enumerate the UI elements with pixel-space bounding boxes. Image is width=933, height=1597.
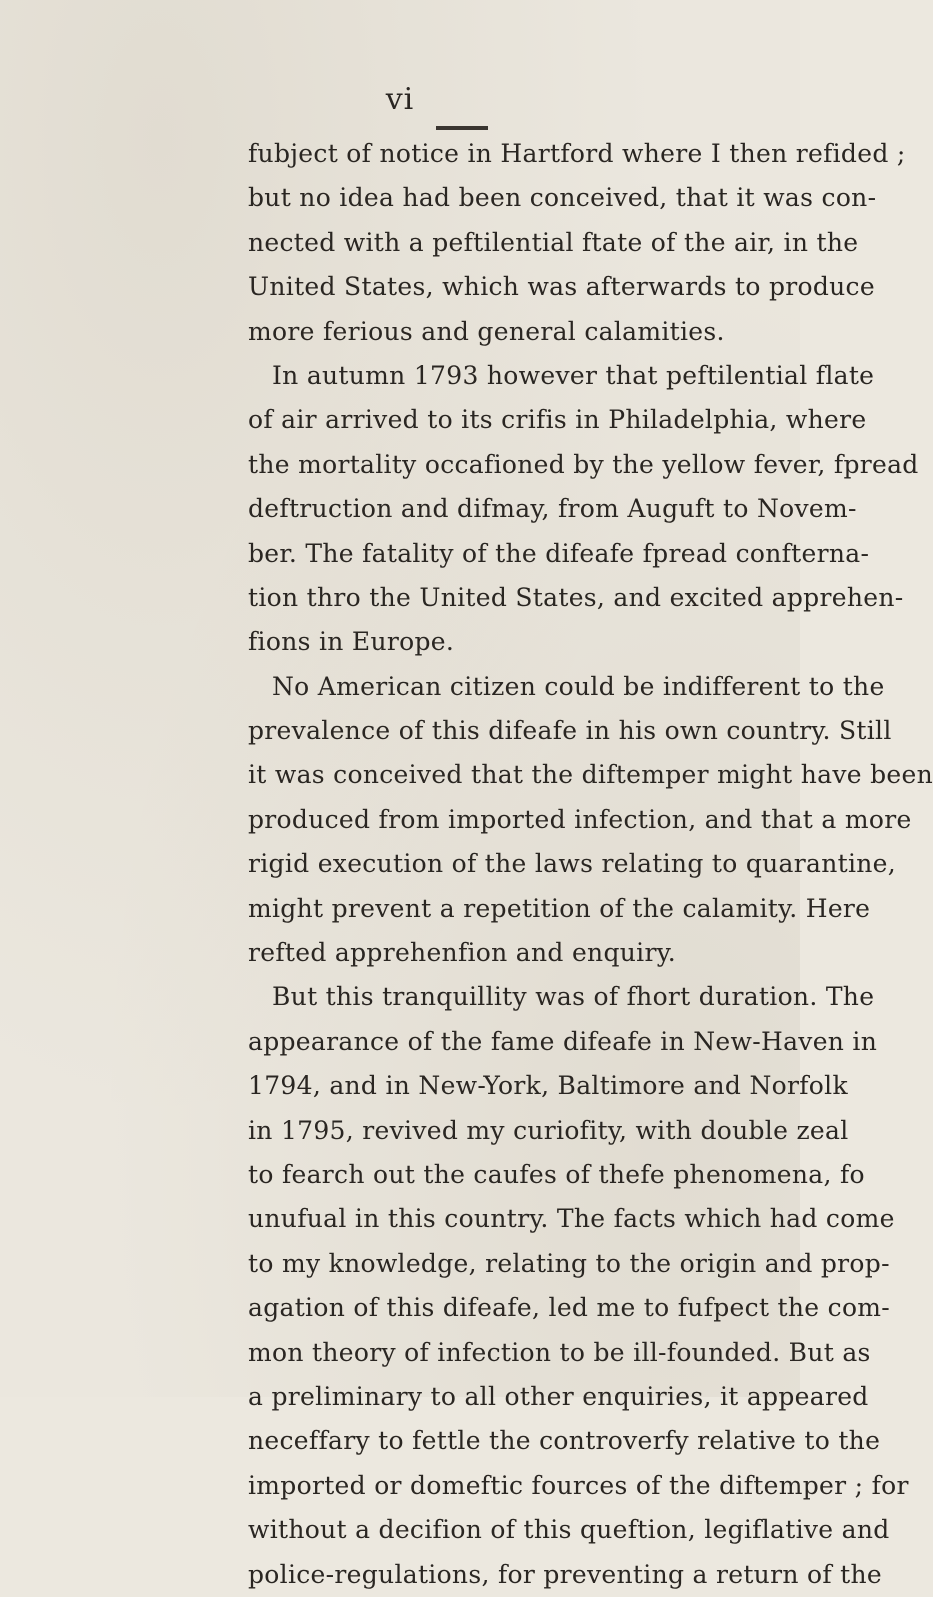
text-line: a preliminary to all other enquiries, it appeared <box>248 1381 869 1411</box>
paragraph-start-line: No American citizen could be indifferent to the <box>272 671 885 701</box>
text-line: neceffary to fettle the controverfy relative to the <box>248 1426 881 1456</box>
text-line: agation of this difeafe, led me to fufpect the com- <box>248 1293 891 1323</box>
text-line: rigid execution of the laws relating to quarantine, <box>248 849 896 879</box>
paragraph-start-line: But this tranquillity was of fhort duration. The <box>272 982 875 1012</box>
body-text <box>248 132 933 1597</box>
text-line: tion thro the United States, and excited apprehen- <box>248 582 904 612</box>
text-line: imported or domeftic fources of the diftemper ; for <box>248 1470 909 1500</box>
page-number: vi <box>385 82 415 117</box>
text-line: prevalence of this difeafe in his own country. Still <box>248 716 892 746</box>
text-line: produced from imported infection, and that a more <box>248 804 912 834</box>
text-line: to fearch out the caufes of thefe phenomena, fo <box>248 1159 865 1189</box>
text-line: refted apprehenfion and enquiry. <box>248 938 677 968</box>
text-line: might prevent a repetition of the calamity. Here <box>248 893 871 923</box>
text-line: deftruction and difmay, from Auguft to Novem- <box>248 494 857 524</box>
text-line: ber. The fatality of the difeafe fpread confterna- <box>248 538 870 568</box>
text-line: but no idea had been conceived, that it was con- <box>248 183 877 213</box>
text-line: appearance of the fame difeafe in New-Haven in <box>248 1026 878 1056</box>
text-line: in 1795, revived my curiofity, with double zeal <box>248 1115 849 1145</box>
text-line: fions in Europe. <box>248 627 455 657</box>
paragraph-start-line: In autumn 1793 however that peftilential flate <box>272 360 875 390</box>
text-line: 1794, and in New-York, Baltimore and Norfolk <box>248 1071 848 1101</box>
text-line: without a decifion of this queftion, legiflative and <box>248 1515 890 1545</box>
text-line: nected with a peftilential ftate of the air, in the <box>248 227 859 257</box>
text-line: unufual in this country. The facts which had come <box>248 1204 895 1234</box>
text-line: of air arrived to its crifis in Philadelphia, where <box>248 405 867 435</box>
header-rule <box>436 126 488 130</box>
text-line: it was conceived that the diftemper might have been <box>248 760 933 790</box>
text-line: fubject of notice in Hartford where I then refided ; <box>248 139 906 168</box>
text-line: to my knowledge, relating to the origin and prop- <box>248 1248 890 1278</box>
text-line: police-regulations, for preventing a return of the <box>248 1559 882 1589</box>
text-line: United States, which was afterwards to produce <box>248 272 875 302</box>
text-line: the mortality occafioned by the yellow fever, fpread <box>248 449 919 479</box>
text-line: more ferious and general calamities. <box>248 316 725 346</box>
text-line: mon theory of infection to be ill-founded. But as <box>248 1337 871 1367</box>
